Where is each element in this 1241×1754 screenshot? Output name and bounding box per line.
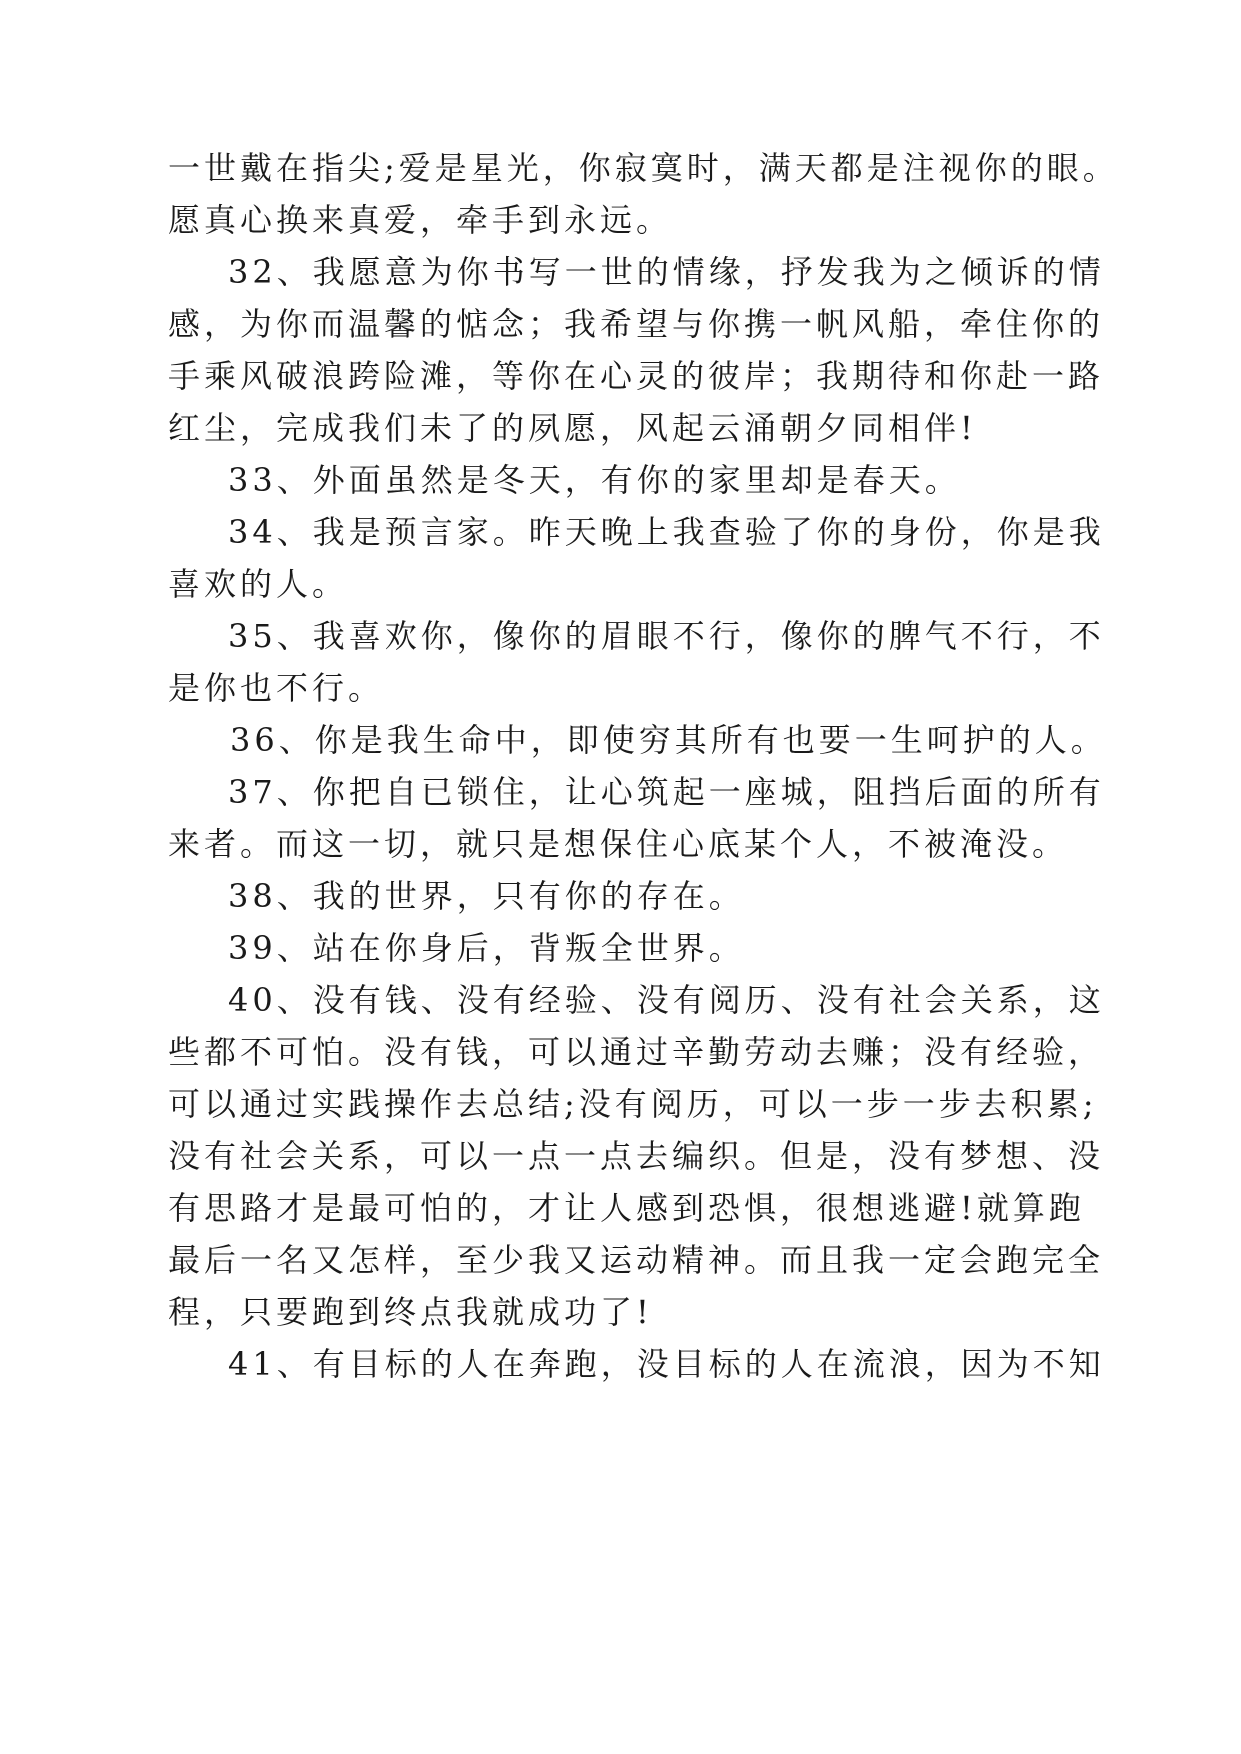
text-line: 红尘，完成我们未了的夙愿，风起云涌朝夕同相伴!	[168, 409, 977, 447]
text-line: 喜欢的人。	[168, 565, 349, 603]
text-line: 34、我是预言家。昨天晚上我查验了你的身份，你是我	[228, 513, 1105, 551]
text-line: 35、我喜欢你，像你的眉眼不行，像你的脾气不行，不	[228, 617, 1105, 655]
text-line: 41、有目标的人在奔跑，没目标的人在流浪，因为不知	[228, 1345, 1105, 1383]
text-line: 36、你是我生命中，即使穷其所有也要一生呵护的人。	[230, 721, 1107, 759]
text-line: 一世戴在指尖;爱是星光，你寂寞时，满天都是注视你的眼。	[168, 149, 1119, 187]
text-line: 感，为你而温馨的惦念；我希望与你携一帆风船，牵住你的	[168, 305, 1105, 343]
text-line: 最后一名又怎样，至少我又运动精神。而且我一定会跑完全	[168, 1241, 1105, 1279]
text-line: 愿真心换来真爱，牵手到永远。	[168, 201, 673, 239]
text-line: 32、我愿意为你书写一世的情缘，抒发我为之倾诉的情	[228, 253, 1105, 291]
text-line: 38、我的世界，只有你的存在。	[228, 877, 745, 915]
text-line: 可以通过实践操作去总结;没有阅历，可以一步一步去积累;	[168, 1085, 1098, 1123]
text-line: 些都不可怕。没有钱，可以通过辛勤劳动去赚；没有经验，	[168, 1033, 1105, 1071]
text-line: 37、你把自已锁住，让心筑起一座城，阻挡后面的所有	[228, 773, 1105, 811]
text-line: 是你也不行。	[168, 669, 385, 707]
text-line: 来者。而这一切，就只是想保住心底某个人，不被淹没。	[168, 825, 1069, 863]
text-line: 程，只要跑到终点我就成功了!	[168, 1293, 653, 1331]
text-line: 手乘风破浪跨险滩，等你在心灵的彼岸；我期待和你赴一路	[168, 357, 1105, 395]
text-line: 39、站在你身后，背叛全世界。	[228, 929, 745, 967]
text-line: 40、没有钱、没有经验、没有阅历、没有社会关系，这	[228, 981, 1105, 1019]
text-line: 33、外面虽然是冬天，有你的家里却是春天。	[228, 461, 961, 499]
text-line: 有思路才是最可怕的，才让人感到恐惧，很想逃避!就算跑	[168, 1189, 1085, 1227]
text-line: 没有社会关系，可以一点一点去编织。但是，没有梦想、没	[168, 1137, 1105, 1175]
